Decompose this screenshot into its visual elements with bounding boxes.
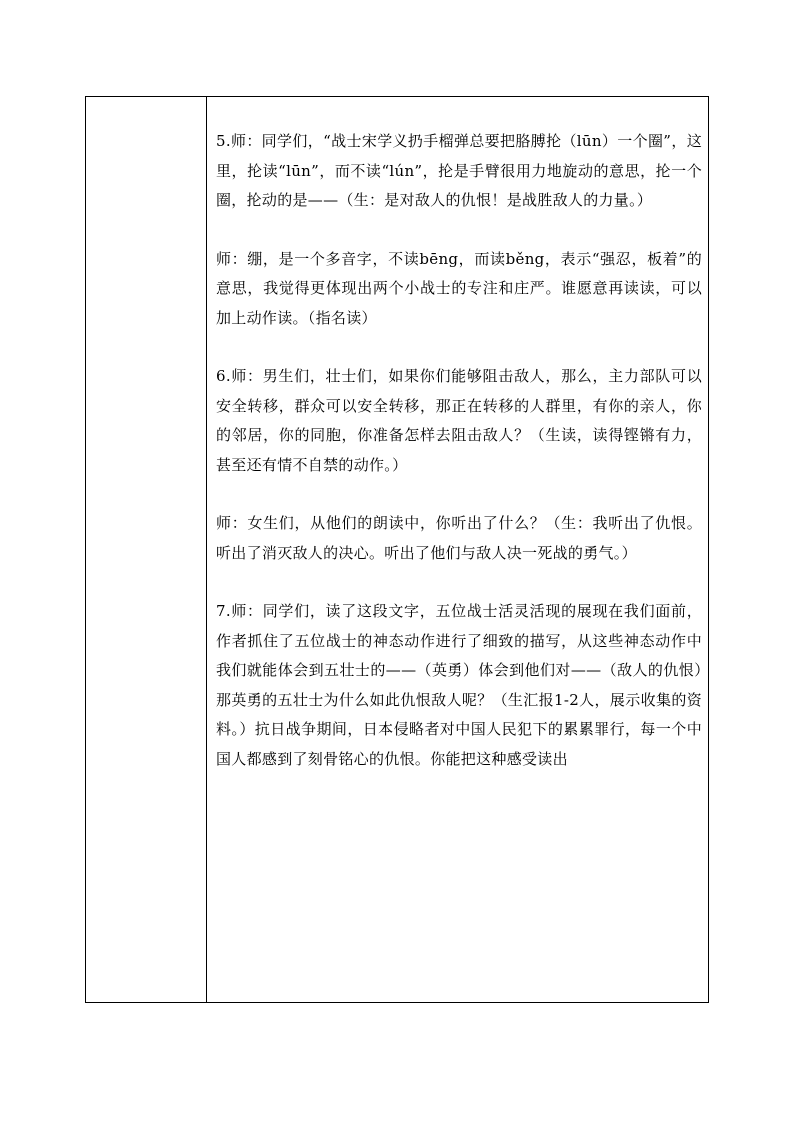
table-right-column (207, 97, 708, 1002)
paragraph-step-5: 5.师：同学们，“战士宋学义扔手榴弹总要把胳膊抡（lūn）一个圈”，这里，抡读“lūn”，而不读“lún”，抡是手臂很用力地旋动的意思，抡一个圈，抡动的是——（生：是对敌人的仇恨！是战胜敌人的力量。） (216, 132, 702, 209)
paragraph-beng-explanation: 师：绷，是一个多音字，不读bēng，而读běng，表示“强忍，板着”的意思，我觉得更体现出两个小战士的专注和庄严。谁愿意再读读，可以加上动作读。（指名读） (216, 249, 702, 327)
paragraph-girls-reading: 师：女生们，从他们的朗读中，你听出了什么？（生：我听出了仇恨。听出了消灭敌人的决心。听出了他们与敌人决一死战的勇气。） (216, 514, 702, 562)
table-left-column (86, 97, 207, 1002)
paragraph-step-6: 6.师：男生们，壮士们，如果你们能够阻击敌人，那么，主力部队可以安全转移，群众可以安全转移，那正在转移的人群里，有你的亲人，你的邻居，你的同胞，你准备怎样去阻击敌人？（生读，读得铿锵有力，甚至还有情不自禁的动作。） (216, 367, 702, 474)
lesson-table (85, 96, 709, 1003)
lesson-content (216, 127, 702, 803)
paragraph-step-7: 7.师：同学们，读了这段文字，五位战士活灵活现的展现在我们面前，作者抓住了五位战士的神态动作进行了细致的描写，从这些神态动作中我们就能体会到五壮士的——（英勇）体会到他们对——（敌人的仇恨）那英勇的五壮士为什么如此仇恨敌人呢？（生汇报1-2人，展示收集的资料。）抗日战争期间，日本侵略者对中国人民犯下的累累罪行，每一个中国人都感到了刻骨铭心的仇恨。你能把这种感受读出 (216, 602, 702, 768)
